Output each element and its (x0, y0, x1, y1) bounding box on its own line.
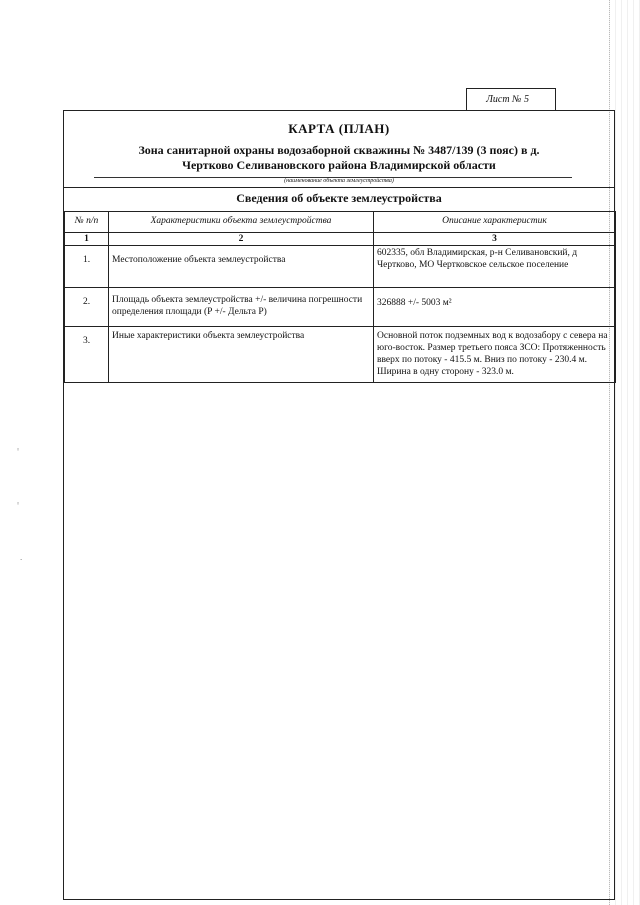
header-description: Описание характеристик (374, 212, 616, 233)
margin-mark: ◦ (16, 446, 21, 454)
header-characteristic: Характеристики объекта землеустройства (109, 212, 374, 233)
column-number: 3 (374, 233, 616, 246)
document-frame (63, 110, 615, 900)
table-row (65, 288, 616, 327)
row-characteristic: Местоположение объекта землеустройства (109, 246, 374, 288)
margin-mark: · (20, 556, 23, 564)
section-title: Сведения об объекте землеустройства (236, 191, 442, 205)
row-number: 3. (65, 327, 109, 383)
row-description: 326888 +/- 5003 м² (374, 288, 616, 327)
info-table (64, 211, 616, 383)
subtitle-line-1: Зона санитарной охраны водозаборной скважины № 3487/139 (3 пояс) в д. (138, 143, 540, 157)
row-characteristic: Иные характеристики объекта землеустройства (109, 327, 374, 383)
column-number: 2 (109, 233, 374, 246)
column-number-row (65, 233, 616, 246)
row-number: 1. (65, 246, 109, 288)
row-description: Основной поток подземных вод к водозабору с севера на юго-восток. Размер третьего пояса ЗСО: Протяженность вверх по потоку - 415.5 м. Вниз по потоку - 230.4 м. Ширина в одну сторону - 323.0 м. (374, 327, 616, 383)
column-number: 1 (65, 233, 109, 246)
header-number: № п/п (65, 212, 109, 233)
row-number: 2. (65, 288, 109, 327)
document-title: КАРТА (ПЛАН) (288, 121, 390, 136)
table-header-row (65, 212, 616, 233)
table-row (65, 327, 616, 383)
margin-mark: ◦ (16, 500, 21, 508)
sheet-label: Лист № 5 (466, 88, 556, 110)
document-subtitle (64, 143, 614, 173)
row-description: 602335, обл Владимирская, р-н Селивановский, д Чертково, МО Чертковское сельское поселение (374, 246, 616, 288)
table-row (65, 246, 616, 288)
divider (64, 187, 614, 188)
subtitle-line-2: Чертково Селивановского района Владимирской области (182, 158, 496, 172)
caption: (наименование объекта землеустройства) (284, 178, 394, 184)
row-characteristic: Площадь объекта землеустройства +/- величина погрешности определения площади (P +/- Дельта P) (109, 288, 374, 327)
